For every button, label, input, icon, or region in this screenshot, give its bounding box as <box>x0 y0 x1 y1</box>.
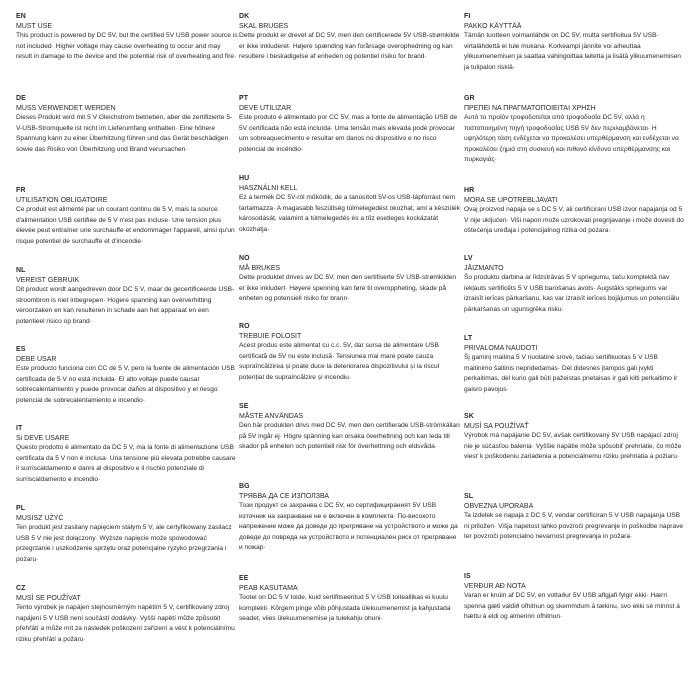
section-body: Ez a termék DC 5V-ról működik, de a tanúsított 5V-os USB-tápforrást nem tartalmazza· A magasabb feszültség túlmelegedést okozhat, ami a készülék károsodását, valamint a túlmelegedés és a tűz esetleges kockázatát okozhatja· <box>239 194 461 233</box>
section-de <box>16 94 238 155</box>
section-body: Ta izdelek se napaja z DC 5 V, vendar certificiran 5 V USB napajanja USB ni priložen· Višja napetost lahko povzroči pregrevanje in poškodbe naprave ter povzroči potencialno nevarnost pregrevanja in požara· <box>464 512 684 540</box>
section-title: DEVE UTILIZAR <box>239 105 292 112</box>
section-title: PAKKO KÄYTTÄÄ <box>464 23 522 30</box>
section-title: MUSÍ SE POUŽÍVAT <box>16 595 81 602</box>
section-title: OBVEZNA UPORABA <box>464 503 534 510</box>
section-body: Este produto é alimentado por CC 5V, mas a fonte de alimentação USB de 5V certificada não está incluída· Uma tensão mais elevada pode provocar um sobreaquecimento e resultar em danos no dispositivo e no risco potencial de incêndio· <box>239 114 458 153</box>
section-title: SKAL BRUGES <box>239 23 289 30</box>
section-body: Tämän tuotteen voimanlähde on DC 5V, mutta sertifioitua 5V USB-virtalähdettä ei tule mukana· Korkeampi jännite voi aiheuttaa ylikuumenemisen ja saattaa vahingoittaa laitetta ja lisätä ylikuumenemisen ja tulipalon riskiä· <box>464 32 681 71</box>
language-code: BG <box>239 483 250 490</box>
section-hu <box>239 174 461 235</box>
section-body: Αυτό το προϊόν τροφοδοτείται από τροφοδοσία DC 5V, αλλά η πιστοποιημένη πηγή τροφοδοσίας USB 5V δεν περιλαμβάνεται· Η υψηλότερη τάση ενδέχεται να προκαλέσει υπερθέρμανση και ενδέχεται να προκαλέσει ζημιά στη συσκευή και πιθανό κίνδυνο υπερθέρμανσης και πυρκαγιάς· <box>464 114 679 163</box>
section-pl <box>16 504 238 565</box>
section-ro <box>239 322 461 383</box>
section-is <box>464 572 686 623</box>
section-title: MUSS VERWENDET WERDEN <box>16 105 116 112</box>
section-body: Acest produs este alimentat cu c.c. 5V, dar sursa de alimentare USB certificată de 5V nu este inclusă· Tensiunea mai mare poate cauza supraîncălzirea și poate duce la deteriorarea dispozitivului și la riscul potențial de supraîncălzire și incendiu· <box>239 342 440 381</box>
section-fi <box>464 12 686 73</box>
language-code: NL <box>16 267 26 274</box>
section-en <box>16 12 238 63</box>
section-body: Šį gaminį maitina 5 V nuolatinė srovė, tačiau sertifikuotas 5 V USB maitinimo šaltinis nepridedamas· Dėl didesnės įtampos gali įvykti perkaitimas, dėl kurio gali būti pažeistas prietaisas ir gali kilti perkaitimo ir gaisro pavojus· <box>464 354 678 393</box>
section-nl <box>16 266 238 327</box>
section-bg <box>239 482 461 554</box>
section-body: Ovaj proizvod napaja se s DC 5 V, ali certificirani USB izvor napajanja od 5 V nije uključen· Viši napon može uzrokovati pregrijavanje i može dovesti do oštećenja uređaja i potencijalnog rizika od pożara· <box>464 206 684 234</box>
section-title: ΠΡΕΠΕΙ ΝΑ ΠΡΑΓΜΑΤΟΠΟΙΕΙΤΑΙ ΧΡΗΣΗ <box>464 105 596 112</box>
section-title: MÅ BRUKES <box>239 265 281 272</box>
section-lt <box>464 334 686 395</box>
language-code: LT <box>464 335 473 342</box>
section-se <box>239 402 461 453</box>
section-body: Dieses Produkt wird mit 5 V Gleichstrom betrieben, aber die zertifizierte 5-V-USB-Stromquelle ist nicht im Lieferumfang enthalten· Eine höhere Spannung kann zu einer Überhitzung führen und das Gerät beschädigen sowie das Risiko von Überhitzung und Brand verursachen· <box>16 114 233 153</box>
section-cz <box>16 584 238 645</box>
section-title: DEBE USAR <box>16 356 57 363</box>
section-body: Dette produkt er drevet af DC 5V, men den certificerede 5V USB-strømkilde er ikke inkluderet· Højere spænding kan forårsage overophedning og kan resultere i beskadigelse af enheden og potentiel risiko for brand· <box>239 32 460 60</box>
section-title: TREBUIE FOLOSIT <box>239 333 302 340</box>
section-body: Dit product wordt aangedreven door DC 5 V, maar de gecertificeerde USB-stroombron is niet inbegrepen· Hogere spanning kan oververhitting veroorzaken en kan resulteren in schade aan het apparaat en een potentieel risico op brand· <box>16 286 235 325</box>
section-dk <box>239 12 461 63</box>
section-hr <box>464 186 686 237</box>
language-code: RO <box>239 323 250 330</box>
section-body: Este producto funciona con CC de 5 V, pero la fuente de alimentación USB certificada de 5 V no está incluida· El alto voltaje puede causar sobrecalentamiento y puede provocar daños al dispositivo y el riesgo potencial de sobrecalentamiento e incendio· <box>16 365 235 404</box>
section-title: MUST USE <box>16 23 53 30</box>
section-lv <box>464 254 686 315</box>
section-fr <box>16 186 238 247</box>
section-body: Tento výrobek je napájen stejnosměrným napětím 5 V, certifikovaný zdroj napájení 5 V USB není součástí dodávky· Vyšší napětí může způsobit přehřátí a může mít za následek poškození zařízení a vést k potenciálnímu riziku přehřátí a požáru· <box>16 604 235 643</box>
section-sk <box>464 412 686 463</box>
section-gr <box>464 94 686 166</box>
section-body: Questo prodotto è alimentato da DC 5 V, ma la fonte di alimentazione USB certificata da 5 V non è inclusa· Una tensione più elevata potrebbe causare il surriscaldamento e danni al dispositivo e il rischio potenziale di surriscaldamento e incendio· <box>16 444 236 483</box>
language-code: HR <box>464 187 475 194</box>
language-code: SK <box>464 413 474 420</box>
language-code: NO <box>239 255 250 262</box>
section-body: Varan er knúin af DC 5V, en vottaður 5V USB aflgjafi fylgir ekki· Hærri spenna gæti valdið ofhitnun og skemmdum á tækinu, svo ekki sé minnst á hættu á eldi og almennri ofhitnun· <box>464 592 680 620</box>
language-code: EN <box>16 13 26 20</box>
section-title: Si DEVE USARE <box>16 435 70 442</box>
language-code: ES <box>16 346 26 353</box>
section-title: HASZNÁLNI KELL <box>239 185 298 192</box>
section-body: Dette produktet drives av DC 5V, men den sertifiserte 5V USB-strømkilden er ikke inkludert· Høyere spenning kan føre til overoppheting, skade på enheten og potensiell risiko for brann· <box>239 274 457 302</box>
section-title: MÅSTE ANVÄNDAS <box>239 413 304 420</box>
section-es <box>16 345 238 406</box>
language-code: HU <box>239 175 250 182</box>
section-pt <box>239 94 461 155</box>
section-body: Šo produktu darbina ar līdzstrāvas 5 V spriegumu, taču komplektā nav iekļauts sertificēts 5 V USB barošanas avots· Augstāks spriegums var izraisīt ierīces pārkaršanu, kas var izraisīt ierīces bojājumus un potenciālu pārkaršanas un ugunsgrēka risku· <box>464 274 680 313</box>
section-title: ТРЯБВА ДА СЕ ИЗПОЛЗВА <box>239 493 330 500</box>
section-body: Výrobok má napájanie DC 5V, avšak certifikovaný 5V USB napájací zdroj nie je súčasťou balenia· Vyššie napätie môže spôsobiť prehriatie, čo môže viesť k poškodeniu zariadenia a potenciálnemu riziku prehriatia a požiaru· <box>464 432 682 460</box>
section-title: VERÐUR AÐ NOTA <box>464 583 526 590</box>
section-title: VEREIST GEBRUIK <box>16 277 80 284</box>
language-code: FR <box>16 187 26 194</box>
section-title: PRIVALOMA NAUDOTI <box>464 345 538 352</box>
section-title: UTILISATION OBLIGATOIRE <box>16 197 108 204</box>
section-it <box>16 424 238 485</box>
language-code: DK <box>239 13 250 20</box>
language-code: PT <box>239 95 249 102</box>
section-title: PEAB KASUTAMA <box>239 585 298 592</box>
section-title: MUSISZ UŻYĆ <box>16 515 64 522</box>
language-code: DE <box>16 95 26 102</box>
section-body: Tootel on DC 5 V toide, kuid sertifitseeritud 5 V USB toiteallikas ei kuulu komplekti· Kõrgem pinge võib põhjustada ülekuumenemist ja kahjustada seadet, viies ülekuumenemise ja tulekahju ohuni· <box>239 594 451 622</box>
section-title: MUSÍ SA POUŽÍVAŤ <box>464 423 529 430</box>
language-code: IT <box>16 425 23 432</box>
section-sl <box>464 492 686 543</box>
section-title: MORA SE UPOTREBLJAVATI <box>464 197 558 204</box>
language-code: CZ <box>16 585 26 592</box>
section-ee <box>239 574 461 625</box>
section-body: Den här produkten drivs med DC 5V, men den certifierade USB-strömkällan på 5V ingår ej· Högre spänning kan orsaka överhettning och kan leda till skador på enheten och potentiell risk för överhettning och eldsvåda· <box>239 422 460 450</box>
language-code: PL <box>16 505 26 512</box>
language-code: LV <box>464 255 473 262</box>
section-body: Ce produit est alimenté par un courant continu de 5 V, mais la source d'alimentation USB certifiée de 5 V n'est pas incluse· Une tension plus élevée peut entraîner une surchauffe et endommager l'appareil, ainsi qu'un risque potentiel de surchauffe et d'incendie· <box>16 206 235 245</box>
language-code: FI <box>464 13 471 20</box>
language-code: SE <box>239 403 249 410</box>
section-title: JĀIZMANTO <box>464 265 504 272</box>
section-body: This product is powered by DC 5V, but the certified 5V USB power source is not included· Higher voltage may cause overheating to occur and may result in damage to the device and the potential risk of overheating and fire· <box>16 32 238 60</box>
section-body: Този продукт се захранва с DC 5V, но сертифицираният 5V USB източник на захранване не е включен в комплекта· По-високото напрежение може да доведе до прегряване на устройството и може да доведе до повреда на устройството и потенциален риск от прегряване и пожар· <box>239 502 458 551</box>
section-no <box>239 254 461 305</box>
language-code: EE <box>239 575 249 582</box>
language-code: IS <box>464 573 471 580</box>
section-body: Ten produkt jest zasilany napięciem stałym 5 V, ale certyfikowany zasilacz USB 5 V nie jest dołączony· Wyższe napięcie może spowodować przegrzanie i uszkodzenie sprzętu oraz potencjalne ryzyko przegrzania i pożaru· <box>16 524 232 563</box>
language-code: GR <box>464 95 475 102</box>
language-code: SL <box>464 493 474 500</box>
